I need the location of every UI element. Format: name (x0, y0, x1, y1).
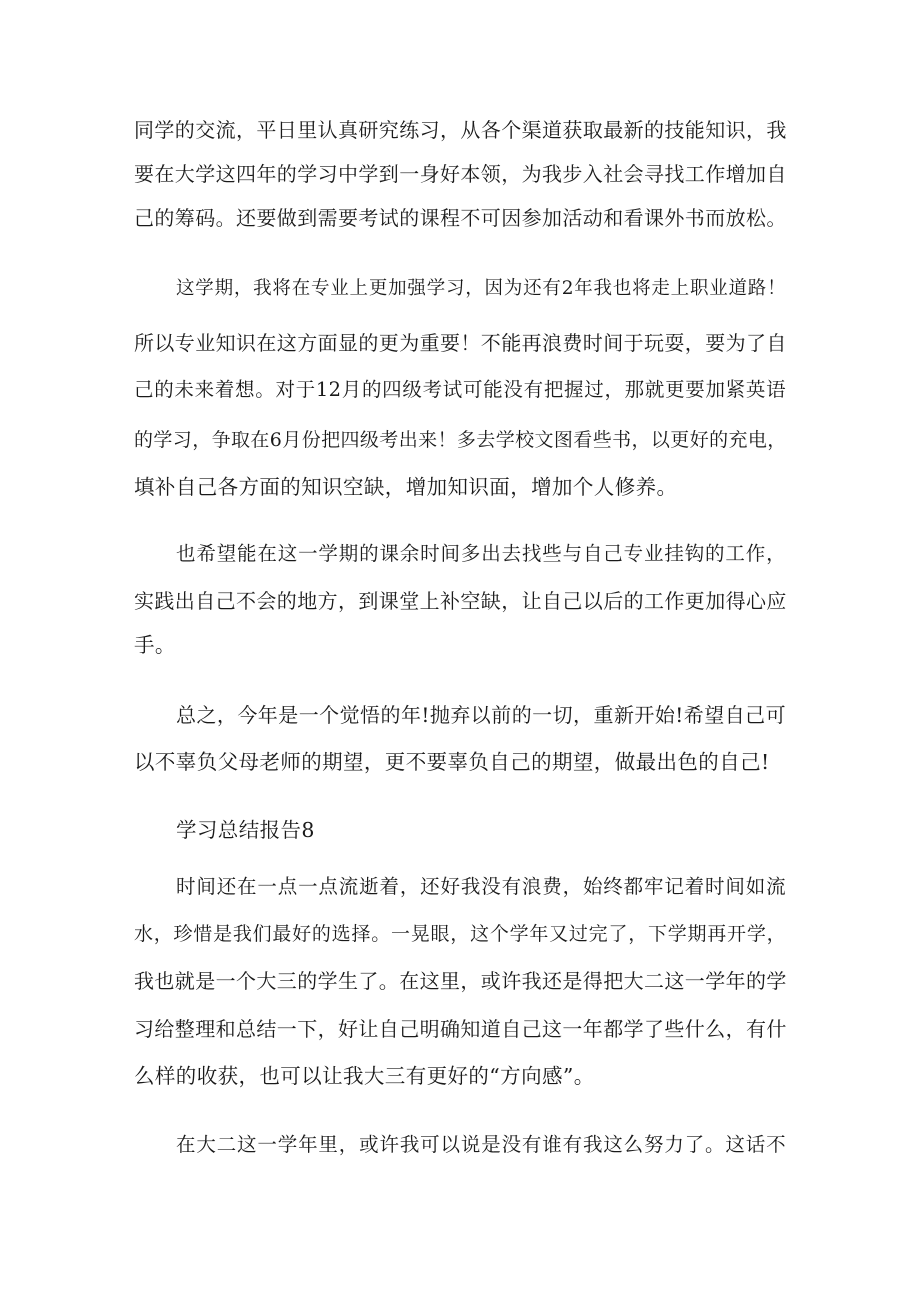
section-heading: 学习总结报告8 (176, 818, 315, 842)
paragraph-3-line-2: 实践出自己不会的地方，到课堂上补空缺，让自己以后的工作更加得心应 (134, 589, 787, 613)
paragraph-2-line-5: 填补自己各方面的知识空缺，增加知识面，增加个人修养。 (134, 475, 678, 499)
paragraph-3-line-3: 手。 (134, 633, 176, 657)
paragraph-4-line-1: 总之，今年是一个觉悟的年!抛弃以前的一切，重新开始!希望自己可 (176, 703, 786, 727)
paragraph-1-line-2: 要在大学这四年的学习中学到一身好本领，为我步入社会寻找工作增加自 (134, 162, 787, 186)
paragraph-5-line-1: 时间还在一点一点流逝着，还好我没有浪费，始终都牢记着时间如流 (176, 875, 786, 898)
paragraph-6-line-1: 在大二这一学年里，或许我可以说是没有谁有我这么努力了。这话不 (176, 1133, 786, 1156)
paragraph-2-line-3: 己的未来着想。对于12月的四级考试可能没有把握过，那就更要加紧英语 (134, 378, 786, 401)
paragraph-5-line-5: 么样的收获，也可以让我大三有更好的“方向感”。 (134, 1064, 595, 1088)
paragraph-5-line-4: 习给整理和总结一下，好让自己明确知道自己这一年都学了些什么，有什 (134, 1017, 787, 1041)
paragraph-2-line-1: 这学期，我将在专业上更加强学习，因为还有2年我也将走上职业道路！ (176, 278, 786, 299)
paragraph-5-line-2: 水，珍惜是我们最好的选择。一晃眼，这个学年又过完了，下学期再开学， (134, 923, 786, 945)
paragraph-2-line-4: 的学习，争取在6月份把四级考出来！多去学校文图看些书，以更好的充电， (134, 429, 787, 451)
paragraph-3-line-1: 也希望能在这一学期的课余时间多出去找些与自己专业挂钩的工作， (176, 542, 786, 565)
paragraph-2-line-2: 所以专业知识在这方面显的更为重要！不能再浪费时间于玩耍，要为了自 (134, 331, 787, 355)
paragraph-1-line-1: 同学的交流，平日里认真研究练习，从各个渠道获取最新的技能知识，我 (134, 118, 787, 142)
paragraph-1-line-3: 己的筹码。还要做到需要考试的课程不可因参加活动和看课外书而放松。 (134, 206, 787, 230)
paragraph-4-line-2: 以不辜负父母老师的期望，更不要辜负自己的期望，做最出色的自己! (134, 750, 770, 774)
paragraph-5-line-3: 我也就是一个大三的学生了。在这里，或许我还是得把大二这一学年的学 (134, 969, 787, 993)
